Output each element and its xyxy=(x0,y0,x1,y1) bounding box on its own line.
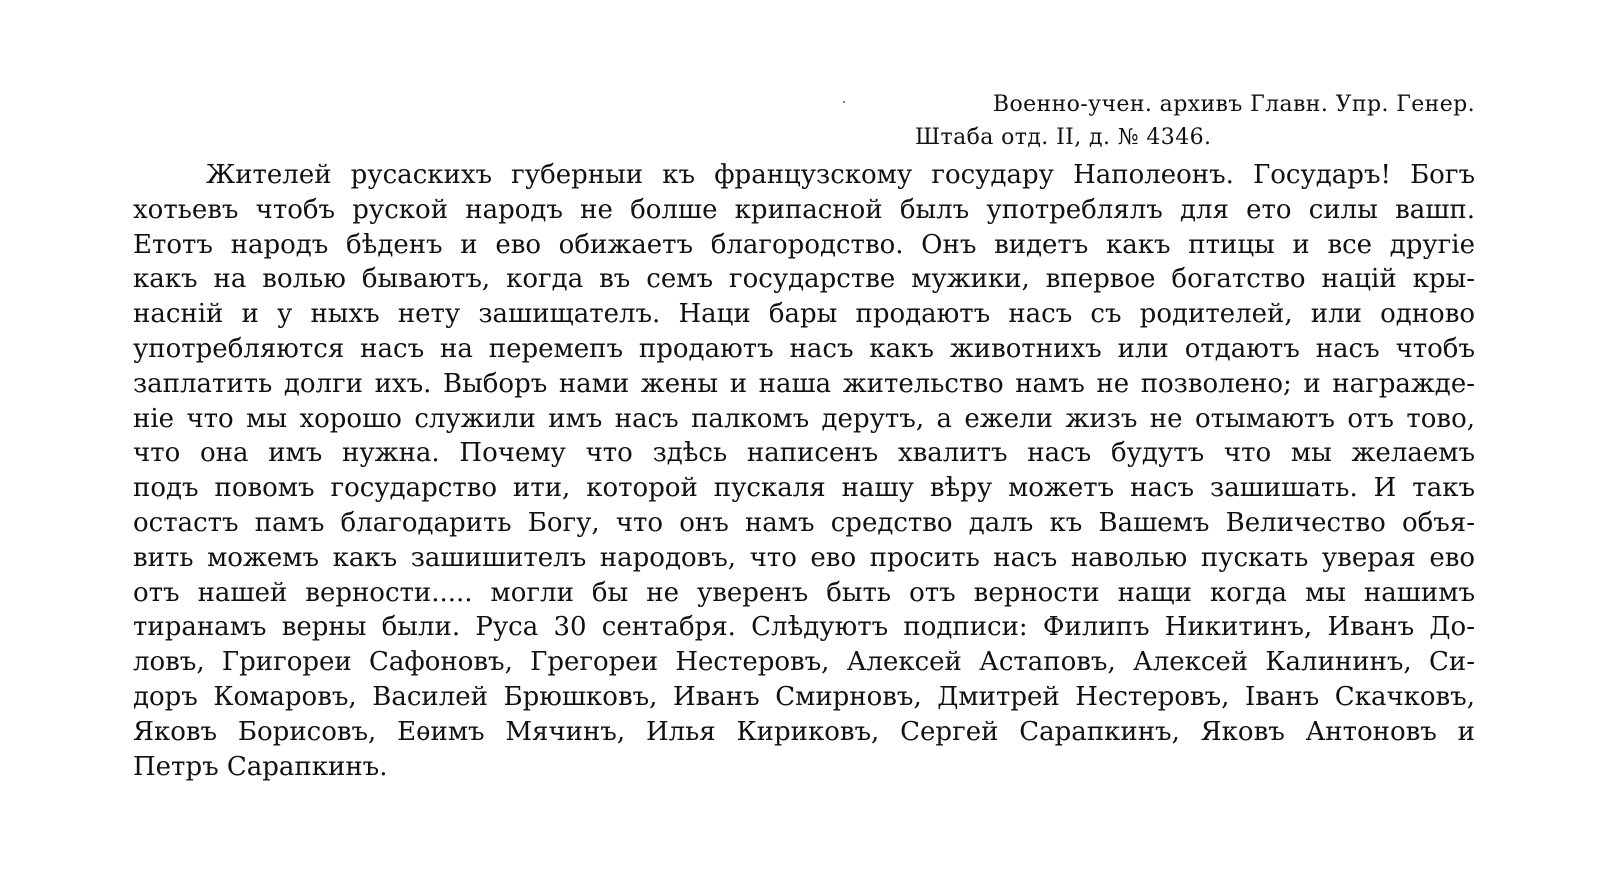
text-line: подъ повомъ государство ити, которой пускаля нашу вѣру можетъ насъ зашишать. И такъ xyxy=(133,473,1475,504)
text-line: ніе что мы хорошо служили имъ насъ палкомъ дерутъ, а ежели жизъ не отымаютъ отъ тово, xyxy=(133,403,1475,434)
text-line: употребляются насъ на перемепъ продаютъ насъ какъ животнихъ или отдаютъ насъ чтобъ xyxy=(133,333,1475,364)
text-line: вить можемъ какъ зашишителъ народовъ, что ево просить насъ наволью пускать уверая ево xyxy=(133,542,1475,573)
archive-source-line-2: Штаба отд. II, д. № 4346. xyxy=(915,125,1212,150)
text-line: Жителей русаскихъ губерныи къ французскому государу Наполеонъ. Государъ! Богъ xyxy=(206,160,1475,190)
text-line: что она имъ нужна. Почему что здѣсь написенъ хвалитъ насъ будутъ что мы желаемъ xyxy=(133,438,1475,469)
text-line: Яковъ Борисовъ, Еѳимъ Мячинъ, Илья Кириковъ, Сергей Сарапкинъ, Яковъ Антоновъ и xyxy=(133,716,1475,747)
text-line: тиранамъ верны были. Руса 30 сентабря. Слѣдуютъ подписи: Филипъ Никитинъ, Иванъ До- xyxy=(133,612,1475,643)
archive-source-note xyxy=(880,88,1475,154)
text-line: Петръ Сарапкинъ. xyxy=(133,751,388,782)
text-line: Етотъ народъ бѣденъ и ево обижаетъ благородство. Онъ видетъ какъ птицы и все другіе xyxy=(133,229,1475,260)
petition-text xyxy=(133,158,1475,784)
text-line: хотьевъ чтобъ руской народъ не болше крипасной былъ употреблялъ для ето силы вашп. xyxy=(133,194,1475,225)
text-line: заплатить долги ихъ. Выборъ нами жены и наша жительство намъ не позволено; и награжде- xyxy=(133,368,1475,399)
text-line: какъ на волью бываютъ, когда въ семъ государстве мужики, впервое богатство націй кры- xyxy=(133,264,1475,295)
text-line: отъ нашей верности..... могли бы не уверенъ быть отъ верности нащи когда мы нашимъ xyxy=(133,577,1475,608)
archive-source-line-1: Военно-учен. архивъ Главн. Упр. Генер. xyxy=(992,92,1475,117)
text-line: ловъ, Григореи Сафоновъ, Грегореи Нестеровъ, Алексей Астаповъ, Алексей Калининъ, Си- xyxy=(133,647,1475,678)
text-line: насній и у ныхъ нету зашищателъ. Наци бары продаютъ насъ съ родителей, или одново xyxy=(133,299,1475,330)
print-speck xyxy=(843,101,845,103)
text-line: остастъ памъ благодарить Богу, что онъ намъ средство далъ къ Вашемъ Величество объя- xyxy=(133,507,1475,538)
text-line: доръ Комаровъ, Василей Брюшковъ, Иванъ Смирновъ, Дмитрей Нестеровъ, Іванъ Скачковъ, xyxy=(133,681,1475,712)
